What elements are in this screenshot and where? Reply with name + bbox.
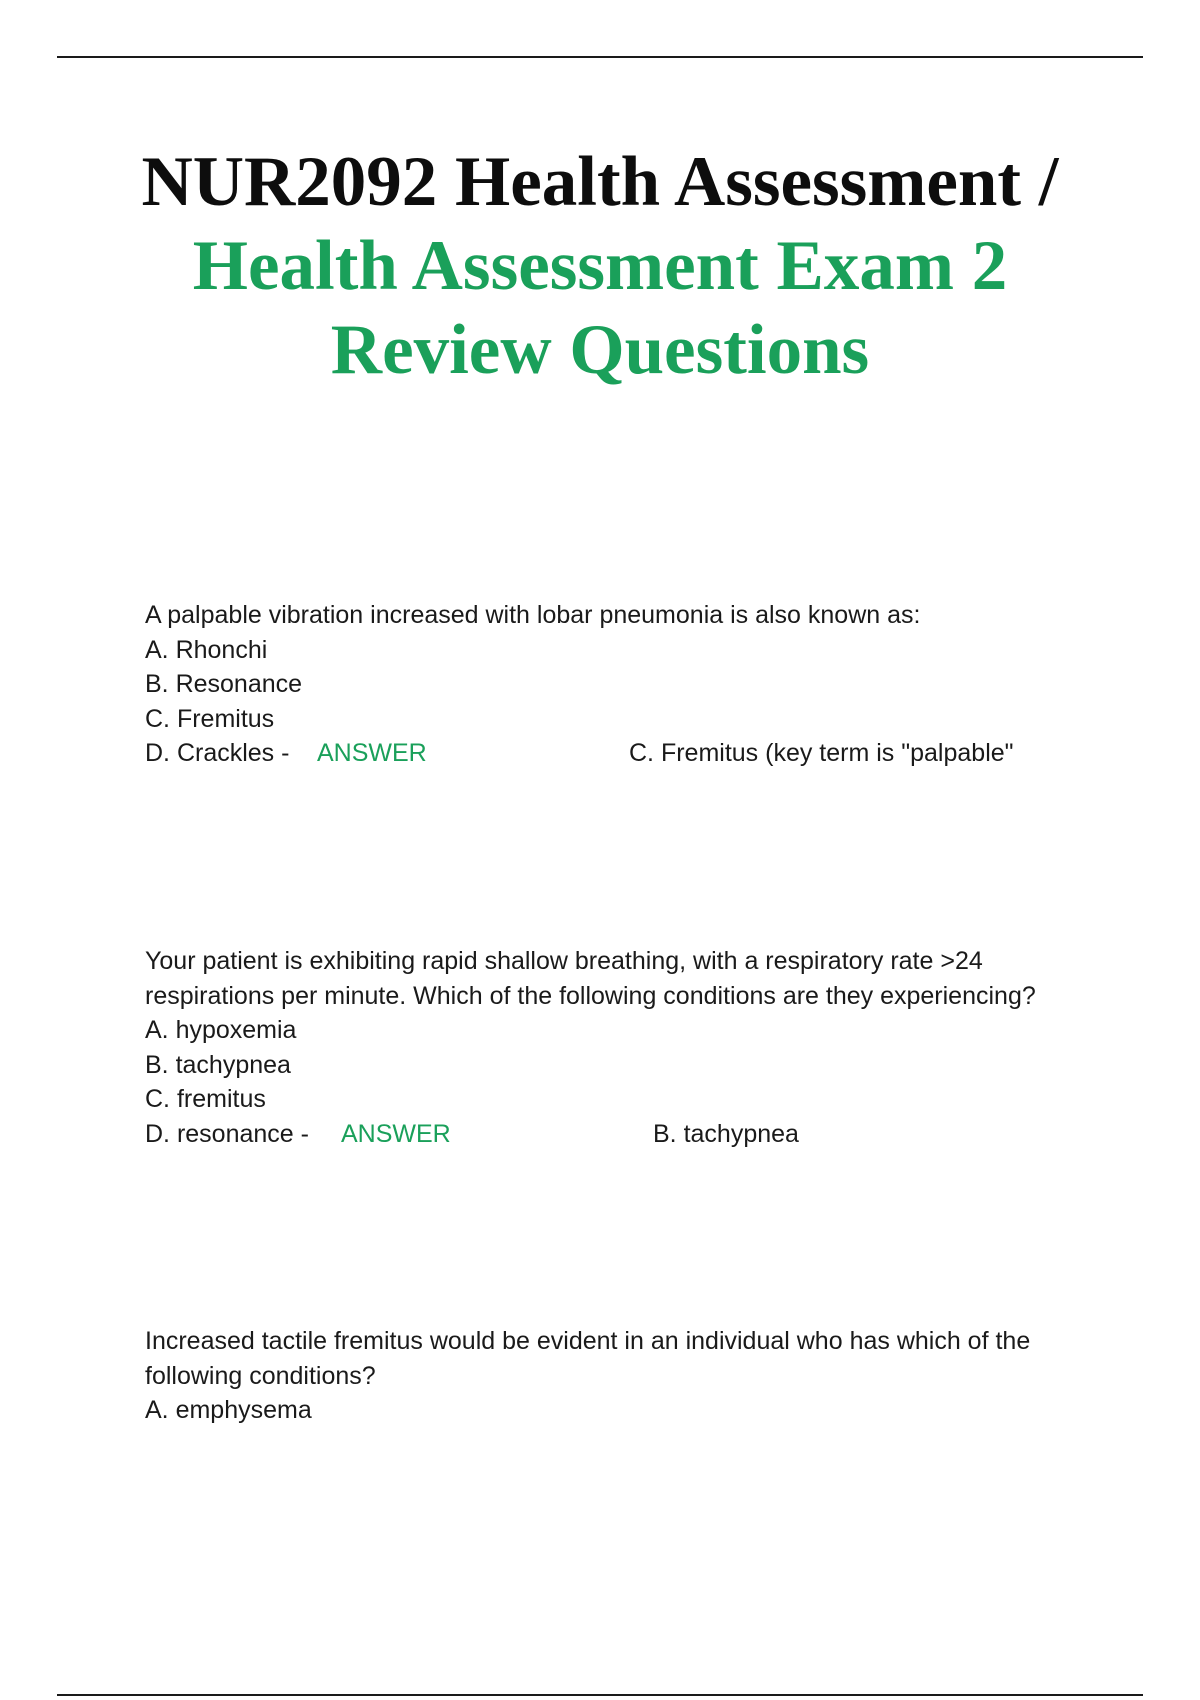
option-c: C. fremitus bbox=[145, 1085, 266, 1113]
document-title bbox=[0, 140, 1200, 392]
option-a: A. Rhonchi bbox=[145, 635, 268, 664]
question-1 bbox=[145, 598, 1095, 771]
option-a: A. hypoxemia bbox=[145, 1016, 297, 1044]
top-rule bbox=[57, 56, 1143, 58]
answer-text: B. tachypnea bbox=[653, 1119, 799, 1148]
answer-label: ANSWER bbox=[317, 739, 427, 767]
option-d: D. Crackles - bbox=[145, 739, 290, 767]
answer-label: ANSWER bbox=[341, 1119, 451, 1148]
option-a: A. emphysema bbox=[145, 1396, 312, 1424]
answer-text: C. Fremitus (key term is "palpable" bbox=[629, 739, 1014, 767]
option-b: B. tachypnea bbox=[145, 1050, 291, 1079]
question-stem-line-2: respirations per minute. Which of the following conditions are they experiencing? bbox=[145, 981, 1036, 1010]
title-line-2: Health Assessment Exam 2 bbox=[192, 227, 1008, 305]
option-d: D. resonance - bbox=[145, 1119, 309, 1148]
question-stem-line-2: following conditions? bbox=[145, 1361, 376, 1390]
question-2 bbox=[145, 944, 1095, 1151]
option-c: C. Fremitus bbox=[145, 704, 275, 733]
bottom-rule bbox=[57, 1694, 1143, 1696]
question-3 bbox=[145, 1324, 1095, 1428]
option-d-row bbox=[145, 736, 1095, 771]
title-line-1: NUR2092 Health Assessment / bbox=[141, 143, 1059, 221]
option-d-row bbox=[145, 1117, 1095, 1152]
question-stem-line-1: Your patient is exhibiting rapid shallow breathing, with a respiratory rate >24 bbox=[145, 947, 983, 975]
option-b: B. Resonance bbox=[145, 670, 303, 698]
question-stem-line-1: Increased tactile fremitus would be evident in an individual who has which of the bbox=[145, 1327, 1031, 1355]
question-stem: A palpable vibration increased with lobar pneumonia is also known as: bbox=[145, 601, 921, 629]
title-line-3: Review Questions bbox=[330, 311, 870, 389]
